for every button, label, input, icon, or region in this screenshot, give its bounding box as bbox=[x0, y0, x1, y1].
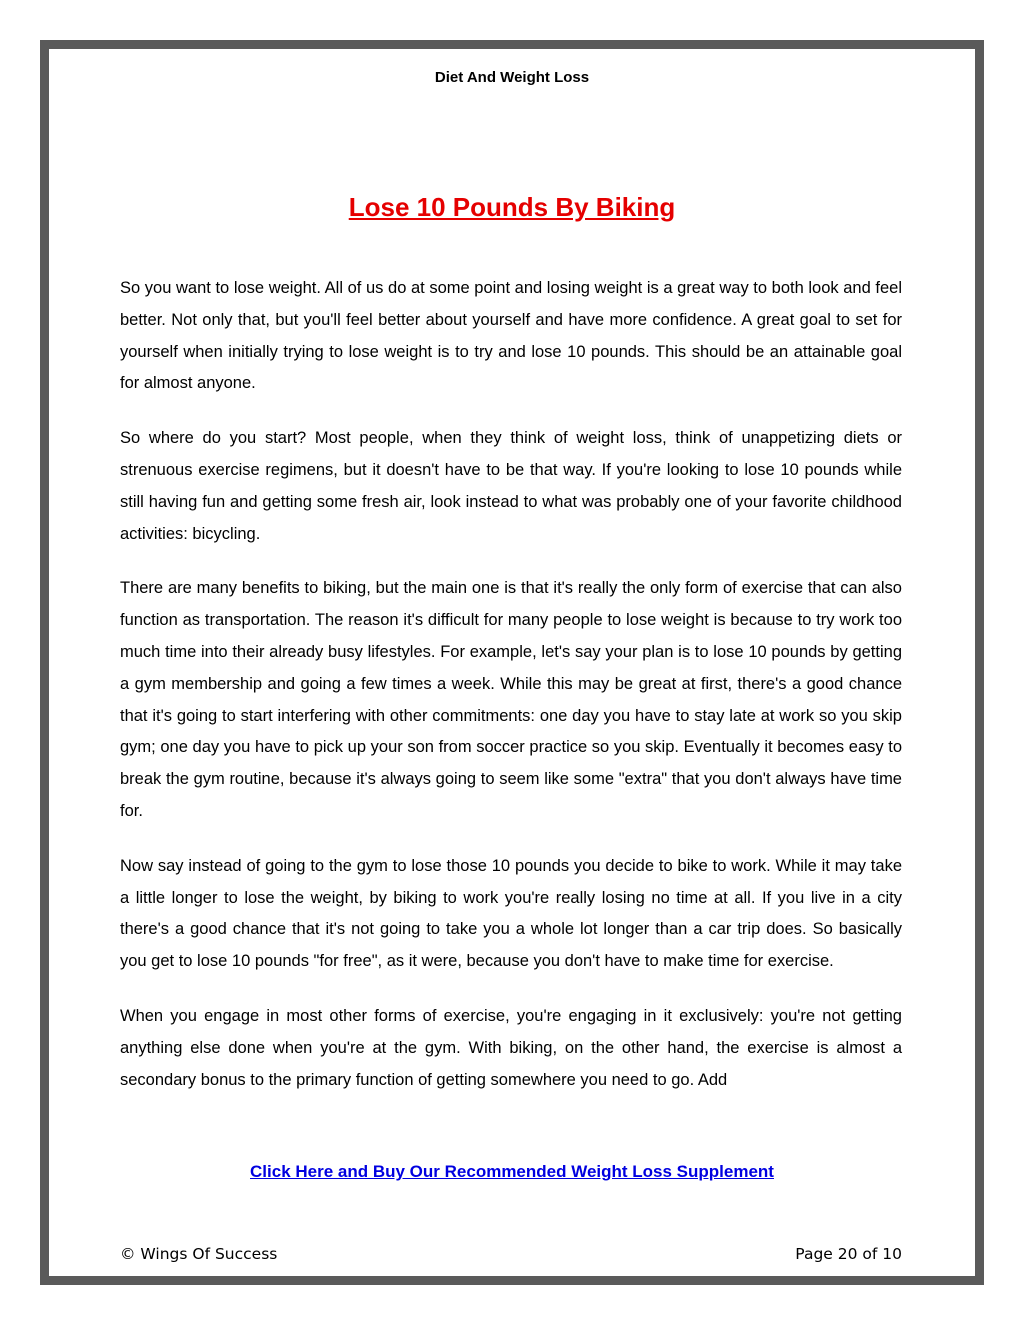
page-number: Page 20 of 10 bbox=[795, 1245, 902, 1263]
paragraph-1: So you want to lose weight. All of us do at some point and losing weight is a great way to both look and feel better. Not only that, but you'll feel better about yourself and have more confidence. A great goal to set for yourself when initially trying to lose weight is to try and lose 10 pounds. This should be an attainable goal for almost anyone. bbox=[120, 279, 902, 393]
body-text bbox=[120, 273, 902, 1119]
page-footer bbox=[120, 1245, 902, 1263]
running-header: Diet And Weight Loss bbox=[434, 69, 590, 86]
paragraph-2: So where do you start? Most people, when they think of weight loss, think of unappetizing diets or strenuous exercise regimens, but it doesn't have to be that way. If you're looking to lose 10 pounds while still having fun and getting some fresh air, look instead to what was probably one of your favorite childhood activities: bicycling. bbox=[120, 429, 902, 543]
supplement-link[interactable]: Click Here and Buy Our Recommended Weight Loss Supplement bbox=[250, 1162, 774, 1181]
paragraph-3: There are many benefits to biking, but the main one is that it's really the only form of exercise that can also function as transportation. The reason it's difficult for many people to lose weight is because to try work too much time into their already busy lifestyles. For example, let's say your plan is to lose 10 pounds by getting a gym membership and going a few times a week. While this may be great at first, there's a good chance that it's going to start interfering with other commitments: one day you have to stay late at work so you skip gym; one day you have to pick up your son from soccer practice so you skip. Eventually it becomes easy to break the gym routine, because it's always going to seem like some "extra" that you don't always have time for. bbox=[120, 579, 902, 820]
footer-copyright: © Wings Of Success bbox=[120, 1245, 278, 1263]
page-frame bbox=[40, 40, 984, 1285]
paragraph-4: Now say instead of going to the gym to lose those 10 pounds you decide to bike to work. While it may take a little longer to lose the weight, by biking to work you're really losing no time at all. If you live in a city there's a good chance that it's not going to take you a whole lot longer than a car trip does. So basically you get to lose 10 pounds "for free", as it were, because you don't have to make time for exercise. bbox=[120, 856, 902, 971]
paragraph-5: When you engage in most other forms of exercise, you're engaging in it exclusively: you're not getting anything else done when you're at the gym. With biking, on the other hand, the exercise is almost a secondary bonus to the primary function of getting somewhere you need to go. Add bbox=[120, 1006, 902, 1089]
page-title: Lose 10 Pounds By Biking bbox=[348, 192, 676, 222]
document-page bbox=[49, 49, 975, 1276]
